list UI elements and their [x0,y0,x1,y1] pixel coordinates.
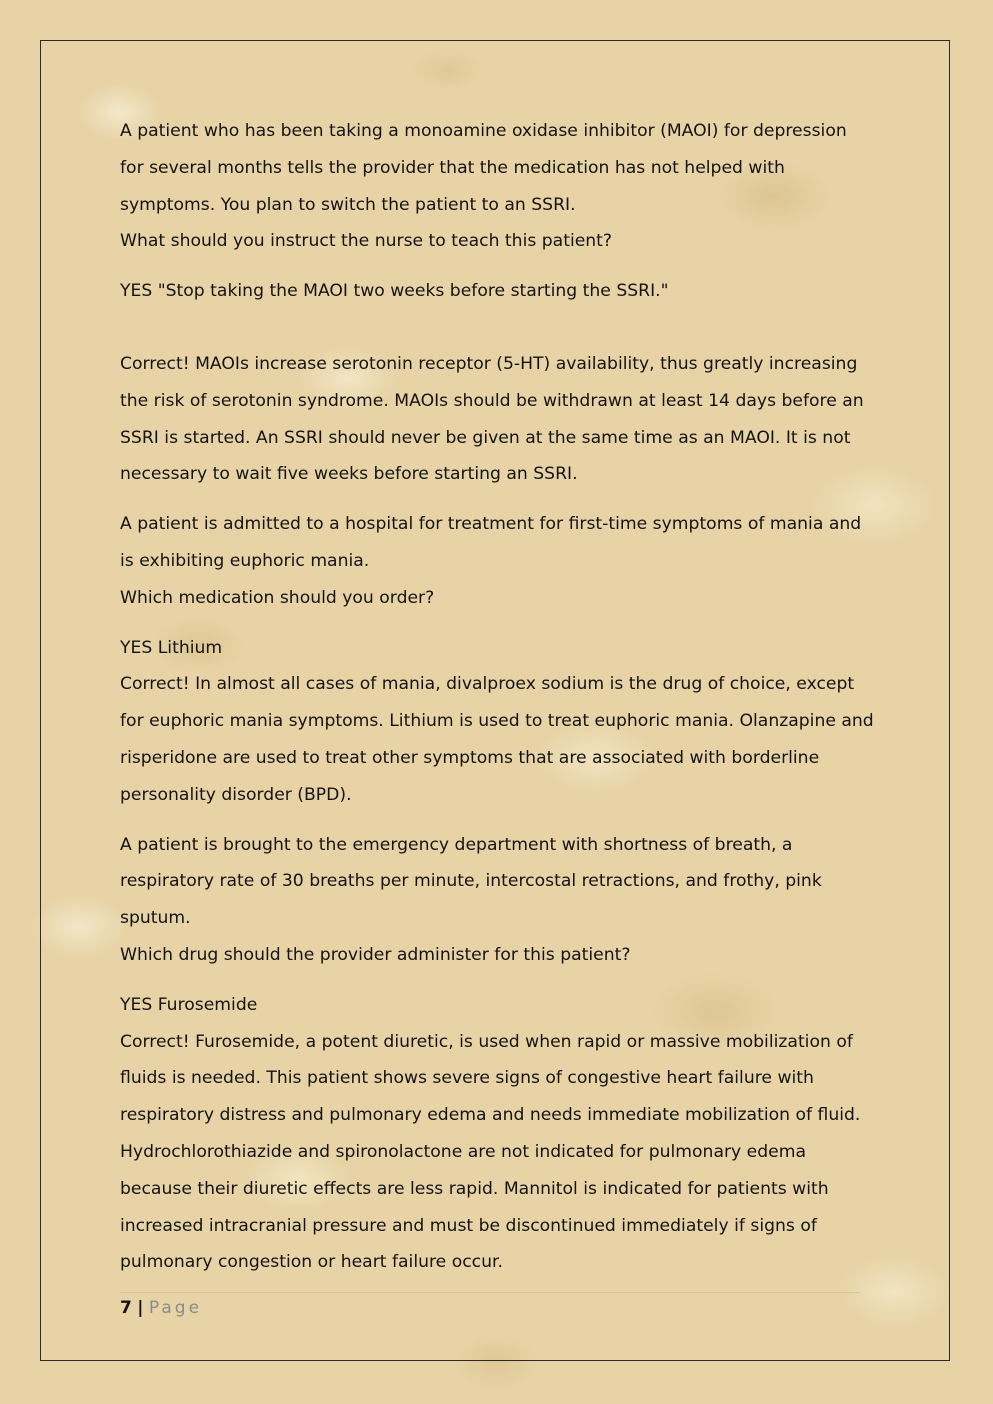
answer-2: YES Lithium [120,637,223,658]
question-3-text: A patient is brought to the emergency department with shortness of breath, a respiratory rate of 30 breaths per minute, intercostal retractions, and frothy, pink sputum. [120,834,822,929]
page-label: Page [148,1298,203,1318]
explanation-3: Correct! Furosemide, a potent diuretic, is used when rapid or massive mobilization of fluids is needed. This patient shows severe signs of congestive heart failure with respiratory distress and pulmonary edema and needs immediate mobilization of fluid. Hydrochlorothiazide and spironolactone are not indicated for pulmonary edema because their diuretic effects are less rapid. Mannitol is indicated for patients with increased intracranial pressure and must be discontinued immediately if signs of pulmonary congestion or heart failure occur. [120,1031,861,1273]
question-2-prompt: Which medication should you order? [120,587,435,608]
question-2-text: A patient is admitted to a hospital for treatment for first-time symptoms of mania and is exhibiting euphoric mania. [120,514,862,571]
question-1-text: A patient who has been taking a monoamine oxidase inhibitor (MAOI) for depression for several months tells the provider that the medication has not helped with symptoms. You plan to switch the patient to an SSRI. [120,121,847,215]
page-number: 7 [120,1298,132,1318]
explanation-1: Correct! MAOIs increase serotonin receptor (5-HT) availability, thus greatly increasing the risk of serotonin syndrome. MAOIs should be withdrawn at least 14 days before an SSRI is started. An SSRI should never be given at the same time as an MAOI. It is not necessary to wait five weeks before starting an SSRI. [120,353,864,485]
document-body [120,113,875,1281]
question-1-prompt: What should you instruct the nurse to teach this patient? [120,231,613,252]
footer-separator: | [137,1298,144,1318]
page-footer [120,1292,860,1323]
question-3-prompt: Which drug should the provider administer for this patient? [120,944,631,965]
explanation-2: Correct! In almost all cases of mania, divalproex sodium is the drug of choice, except for euphoric mania symptoms. Lithium is used to treat euphoric mania. Olanzapine and risperidone are used to treat other symptoms that are associated with borderline personality disorder (BPD). [120,674,874,805]
answer-1: YES "Stop taking the MAOI two weeks before starting the SSRI." [120,281,669,302]
answer-3: YES Furosemide [120,994,258,1015]
